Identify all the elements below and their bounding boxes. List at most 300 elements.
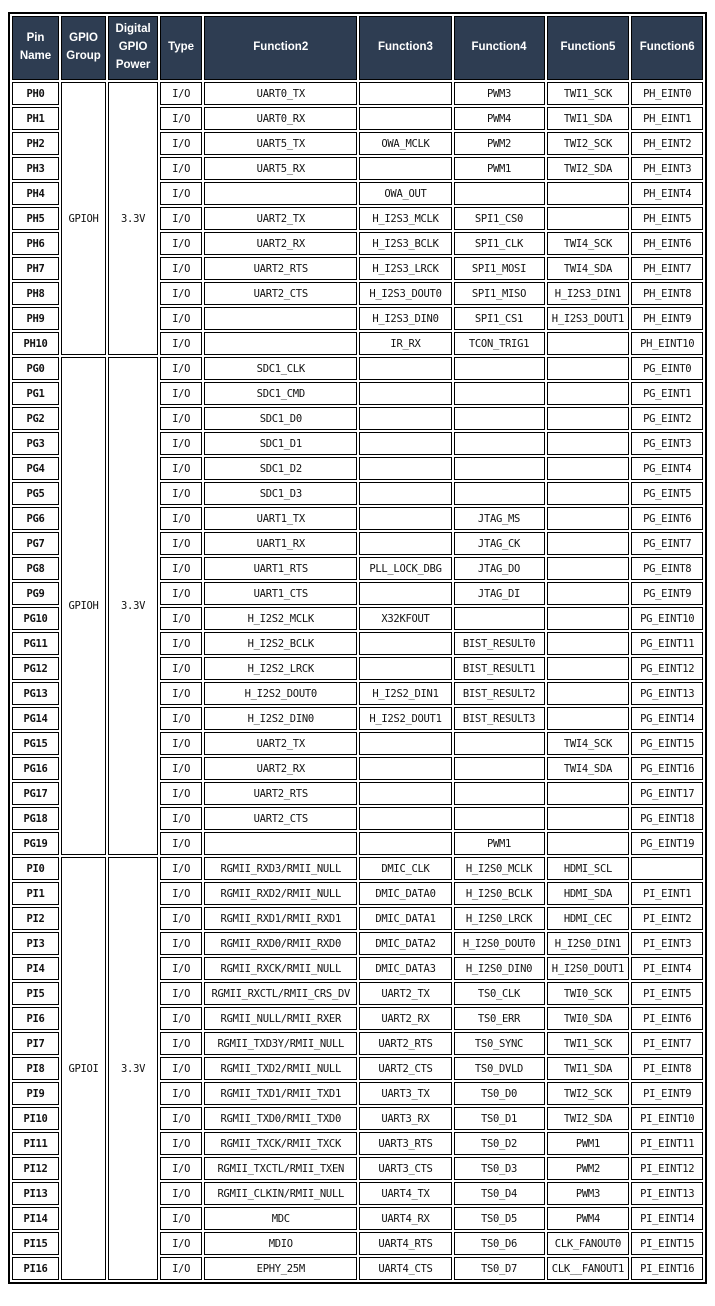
function2-cell: UART2_CTS <box>204 807 357 830</box>
function4-cell: SPI1_MISO <box>454 282 545 305</box>
type-cell: I/O <box>160 332 202 355</box>
pin-name-cell: PG5 <box>12 482 59 505</box>
col-header-function6: Function6 <box>631 16 703 80</box>
type-cell: I/O <box>160 257 202 280</box>
function3-cell: UART4_CTS <box>359 1257 451 1280</box>
function4-cell: TS0_D5 <box>454 1207 545 1230</box>
function4-cell: H_I2S0_MCLK <box>454 857 545 880</box>
function2-cell: SDC1_D0 <box>204 407 357 430</box>
function5-cell: HDMI_SDA <box>547 882 630 905</box>
function3-cell: PLL_LOCK_DBG <box>359 557 451 580</box>
function2-cell: RGMII_RXD2/RMII_NULL <box>204 882 357 905</box>
function3-cell: H_I2S3_DIN0 <box>359 307 451 330</box>
function6-cell: PG_EINT13 <box>631 682 703 705</box>
type-cell: I/O <box>160 957 202 980</box>
function6-cell: PG_EINT6 <box>631 507 703 530</box>
function4-cell: SPI1_MOSI <box>454 257 545 280</box>
function5-cell <box>547 357 630 380</box>
function3-cell <box>359 757 451 780</box>
function3-cell: OWA_MCLK <box>359 132 451 155</box>
function2-cell: SDC1_CLK <box>204 357 357 380</box>
type-cell: I/O <box>160 1257 202 1280</box>
function4-cell <box>454 607 545 630</box>
function6-cell: PG_EINT16 <box>631 757 703 780</box>
function3-cell: UART3_RX <box>359 1107 451 1130</box>
function5-cell: PWM1 <box>547 1132 630 1155</box>
function5-cell: TWI4_SDA <box>547 257 630 280</box>
function3-cell: H_I2S2_DOUT1 <box>359 707 451 730</box>
type-cell: I/O <box>160 282 202 305</box>
function2-cell: RGMII_RXD1/RMII_RXD1 <box>204 907 357 930</box>
function3-cell: UART2_CTS <box>359 1057 451 1080</box>
function4-cell: JTAG_DI <box>454 582 545 605</box>
type-cell: I/O <box>160 182 202 205</box>
type-cell: I/O <box>160 1132 202 1155</box>
function5-cell <box>547 782 630 805</box>
type-cell: I/O <box>160 157 202 180</box>
function4-cell: H_I2S0_DIN0 <box>454 957 545 980</box>
type-cell: I/O <box>160 207 202 230</box>
function2-cell: RGMII_TXD3Y/RMII_NULL <box>204 1032 357 1055</box>
function2-cell <box>204 832 357 855</box>
function2-cell: H_I2S2_LRCK <box>204 657 357 680</box>
function6-cell: PI_EINT8 <box>631 1057 703 1080</box>
function6-cell: PG_EINT1 <box>631 382 703 405</box>
pin-name-cell: PG14 <box>12 707 59 730</box>
function4-cell: JTAG_MS <box>454 507 545 530</box>
type-cell: I/O <box>160 107 202 130</box>
function5-cell <box>547 682 630 705</box>
type-cell: I/O <box>160 932 202 955</box>
table-row <box>12 82 703 105</box>
function3-cell: H_I2S3_MCLK <box>359 207 451 230</box>
function5-cell: H_I2S3_DOUT1 <box>547 307 630 330</box>
function5-cell <box>547 532 630 555</box>
function2-cell: EPHY_25M <box>204 1257 357 1280</box>
function4-cell <box>454 357 545 380</box>
function2-cell: MDIO <box>204 1232 357 1255</box>
pin-name-cell: PG13 <box>12 682 59 705</box>
function6-cell: PH_EINT0 <box>631 82 703 105</box>
function4-cell: TS0_D3 <box>454 1157 545 1180</box>
type-cell: I/O <box>160 457 202 480</box>
function3-cell: UART4_TX <box>359 1182 451 1205</box>
function4-cell: JTAG_DO <box>454 557 545 580</box>
function5-cell <box>547 457 630 480</box>
function5-cell: TWI1_SCK <box>547 82 630 105</box>
pin-name-cell: PG8 <box>12 557 59 580</box>
pin-name-cell: PG6 <box>12 507 59 530</box>
function6-cell: PG_EINT15 <box>631 732 703 755</box>
function2-cell: UART1_CTS <box>204 582 357 605</box>
type-cell: I/O <box>160 707 202 730</box>
function3-cell: UART3_RTS <box>359 1132 451 1155</box>
col-header-function2: Function2 <box>204 16 357 80</box>
function5-cell <box>547 482 630 505</box>
function5-cell: H_I2S3_DIN1 <box>547 282 630 305</box>
pin-name-cell: PI3 <box>12 932 59 955</box>
function4-cell: TS0_D1 <box>454 1107 545 1130</box>
function6-cell: PI_EINT13 <box>631 1182 703 1205</box>
function3-cell <box>359 582 451 605</box>
type-cell: I/O <box>160 132 202 155</box>
function4-cell <box>454 382 545 405</box>
function3-cell: UART2_RTS <box>359 1032 451 1055</box>
type-cell: I/O <box>160 1032 202 1055</box>
function6-cell: PI_EINT5 <box>631 982 703 1005</box>
function4-cell: PWM4 <box>454 107 545 130</box>
function5-cell: HDMI_CEC <box>547 907 630 930</box>
function3-cell: DMIC_DATA1 <box>359 907 451 930</box>
function5-cell: TWI1_SDA <box>547 107 630 130</box>
function2-cell: H_I2S2_DOUT0 <box>204 682 357 705</box>
function4-cell: BIST_RESULT1 <box>454 657 545 680</box>
col-header-function3: Function3 <box>359 16 451 80</box>
function4-cell: TS0_D4 <box>454 1182 545 1205</box>
pin-name-cell: PI7 <box>12 1032 59 1055</box>
function2-cell: SDC1_D1 <box>204 432 357 455</box>
pin-name-cell: PG12 <box>12 657 59 680</box>
pin-name-cell: PH2 <box>12 132 59 155</box>
function2-cell: UART2_TX <box>204 207 357 230</box>
type-cell: I/O <box>160 582 202 605</box>
function6-cell: PI_EINT2 <box>631 907 703 930</box>
pin-name-cell: PH1 <box>12 107 59 130</box>
type-cell: I/O <box>160 1007 202 1030</box>
pin-name-cell: PH7 <box>12 257 59 280</box>
type-cell: I/O <box>160 407 202 430</box>
function6-cell: PH_EINT5 <box>631 207 703 230</box>
function5-cell: TWI2_SDA <box>547 157 630 180</box>
function4-cell <box>454 782 545 805</box>
function6-cell: PI_EINT1 <box>631 882 703 905</box>
function5-cell: TWI0_SDA <box>547 1007 630 1030</box>
function2-cell: RGMII_TXD2/RMII_NULL <box>204 1057 357 1080</box>
function5-cell <box>547 382 630 405</box>
pin-name-cell: PI16 <box>12 1257 59 1280</box>
function3-cell: DMIC_CLK <box>359 857 451 880</box>
function2-cell: RGMII_TXD0/RMII_TXD0 <box>204 1107 357 1130</box>
function3-cell: UART4_RX <box>359 1207 451 1230</box>
pin-name-cell: PG11 <box>12 632 59 655</box>
function5-cell <box>547 707 630 730</box>
function2-cell: SDC1_D3 <box>204 482 357 505</box>
function5-cell <box>547 807 630 830</box>
pin-name-cell: PG4 <box>12 457 59 480</box>
function5-cell <box>547 332 630 355</box>
pin-name-cell: PH3 <box>12 157 59 180</box>
type-cell: I/O <box>160 807 202 830</box>
pin-name-cell: PG18 <box>12 807 59 830</box>
type-cell: I/O <box>160 782 202 805</box>
function3-cell <box>359 157 451 180</box>
function6-cell: PI_EINT12 <box>631 1157 703 1180</box>
function2-cell: RGMII_RXCTL/RMII_CRS_DV <box>204 982 357 1005</box>
type-cell: I/O <box>160 382 202 405</box>
col-header-digital-gpio-power: Digital GPIO Power <box>108 16 158 80</box>
function2-cell: UART2_TX <box>204 732 357 755</box>
function6-cell: PI_EINT6 <box>631 1007 703 1030</box>
function4-cell: H_I2S0_BCLK <box>454 882 545 905</box>
function2-cell: RGMII_NULL/RMII_RXER <box>204 1007 357 1030</box>
function2-cell: H_I2S2_BCLK <box>204 632 357 655</box>
function3-cell: DMIC_DATA3 <box>359 957 451 980</box>
function2-cell: UART1_RX <box>204 532 357 555</box>
function6-cell: PH_EINT8 <box>631 282 703 305</box>
pin-name-cell: PI5 <box>12 982 59 1005</box>
function5-cell: H_I2S0_DIN1 <box>547 932 630 955</box>
function5-cell: TWI1_SDA <box>547 1057 630 1080</box>
table-row <box>12 357 703 380</box>
function5-cell: HDMI_SCL <box>547 857 630 880</box>
function4-cell <box>454 432 545 455</box>
type-cell: I/O <box>160 1082 202 1105</box>
function6-cell: PG_EINT4 <box>631 457 703 480</box>
function3-cell <box>359 432 451 455</box>
gpio-group-cell: GPIOH <box>61 357 106 855</box>
function5-cell: TWI1_SCK <box>547 1032 630 1055</box>
pin-name-cell: PG1 <box>12 382 59 405</box>
type-cell: I/O <box>160 82 202 105</box>
function4-cell: JTAG_CK <box>454 532 545 555</box>
pin-name-cell: PG9 <box>12 582 59 605</box>
pin-name-cell: PI1 <box>12 882 59 905</box>
pin-name-cell: PI13 <box>12 1182 59 1205</box>
function2-cell: UART5_RX <box>204 157 357 180</box>
type-cell: I/O <box>160 1182 202 1205</box>
function3-cell <box>359 357 451 380</box>
function5-cell <box>547 582 630 605</box>
function4-cell: TS0_D0 <box>454 1082 545 1105</box>
function5-cell: TWI4_SCK <box>547 732 630 755</box>
header-row <box>12 16 703 80</box>
function5-cell: H_I2S0_DOUT1 <box>547 957 630 980</box>
type-cell: I/O <box>160 532 202 555</box>
function3-cell: H_I2S3_DOUT0 <box>359 282 451 305</box>
function6-cell: PI_EINT7 <box>631 1032 703 1055</box>
function4-cell <box>454 482 545 505</box>
function3-cell <box>359 482 451 505</box>
function3-cell <box>359 832 451 855</box>
type-cell: I/O <box>160 857 202 880</box>
pin-name-cell: PH10 <box>12 332 59 355</box>
function2-cell: RGMII_RXCK/RMII_NULL <box>204 957 357 980</box>
function5-cell: PWM3 <box>547 1182 630 1205</box>
function5-cell <box>547 557 630 580</box>
pin-name-cell: PH6 <box>12 232 59 255</box>
function6-cell: PG_EINT17 <box>631 782 703 805</box>
function5-cell <box>547 182 630 205</box>
table-header <box>12 16 703 80</box>
function2-cell: RGMII_TXD1/RMII_TXD1 <box>204 1082 357 1105</box>
function4-cell: SPI1_CS0 <box>454 207 545 230</box>
function5-cell <box>547 632 630 655</box>
function2-cell: RGMII_TXCTL/RMII_TXEN <box>204 1157 357 1180</box>
function5-cell: TWI4_SCK <box>547 232 630 255</box>
pin-name-cell: PG10 <box>12 607 59 630</box>
function2-cell: UART2_RTS <box>204 782 357 805</box>
function6-cell: PG_EINT12 <box>631 657 703 680</box>
function2-cell: UART2_RTS <box>204 257 357 280</box>
function3-cell <box>359 732 451 755</box>
pin-name-cell: PI0 <box>12 857 59 880</box>
type-cell: I/O <box>160 557 202 580</box>
function4-cell: TS0_ERR <box>454 1007 545 1030</box>
function4-cell: BIST_RESULT0 <box>454 632 545 655</box>
function3-cell <box>359 532 451 555</box>
function6-cell: PH_EINT9 <box>631 307 703 330</box>
function4-cell <box>454 407 545 430</box>
function5-cell <box>547 607 630 630</box>
function4-cell: H_I2S0_DOUT0 <box>454 932 545 955</box>
type-cell: I/O <box>160 507 202 530</box>
function4-cell <box>454 757 545 780</box>
gpio-power-cell: 3.3V <box>108 82 158 355</box>
pin-name-cell: PH5 <box>12 207 59 230</box>
type-cell: I/O <box>160 432 202 455</box>
function6-cell: PI_EINT4 <box>631 957 703 980</box>
type-cell: I/O <box>160 1107 202 1130</box>
function2-cell: RGMII_CLKIN/RMII_NULL <box>204 1182 357 1205</box>
function3-cell <box>359 632 451 655</box>
function6-cell: PH_EINT10 <box>631 332 703 355</box>
pin-name-cell: PG15 <box>12 732 59 755</box>
function4-cell: TS0_CLK <box>454 982 545 1005</box>
function3-cell: DMIC_DATA0 <box>359 882 451 905</box>
function5-cell: PWM2 <box>547 1157 630 1180</box>
type-cell: I/O <box>160 1232 202 1255</box>
function6-cell <box>631 857 703 880</box>
function3-cell: UART3_TX <box>359 1082 451 1105</box>
function5-cell: CLK_FANOUT0 <box>547 1232 630 1255</box>
function2-cell: UART1_RTS <box>204 557 357 580</box>
function3-cell: UART2_RX <box>359 1007 451 1030</box>
function2-cell: UART0_RX <box>204 107 357 130</box>
function3-cell <box>359 107 451 130</box>
function2-cell: MDC <box>204 1207 357 1230</box>
type-cell: I/O <box>160 757 202 780</box>
function2-cell: UART0_TX <box>204 82 357 105</box>
function3-cell <box>359 457 451 480</box>
function3-cell: UART2_TX <box>359 982 451 1005</box>
function6-cell: PG_EINT5 <box>631 482 703 505</box>
function3-cell <box>359 82 451 105</box>
function3-cell: IR_RX <box>359 332 451 355</box>
function6-cell: PI_EINT15 <box>631 1232 703 1255</box>
function2-cell <box>204 307 357 330</box>
function5-cell: CLK__FANOUT1 <box>547 1257 630 1280</box>
col-header-function5: Function5 <box>547 16 630 80</box>
type-cell: I/O <box>160 632 202 655</box>
function6-cell: PI_EINT11 <box>631 1132 703 1155</box>
function6-cell: PH_EINT3 <box>631 157 703 180</box>
function5-cell: TWI2_SCK <box>547 1082 630 1105</box>
pin-name-cell: PG3 <box>12 432 59 455</box>
pin-name-cell: PI6 <box>12 1007 59 1030</box>
function4-cell: PWM1 <box>454 832 545 855</box>
function6-cell: PG_EINT2 <box>631 407 703 430</box>
function3-cell: H_I2S3_BCLK <box>359 232 451 255</box>
type-cell: I/O <box>160 307 202 330</box>
function5-cell <box>547 657 630 680</box>
pin-name-cell: PI4 <box>12 957 59 980</box>
col-header-gpio-group: GPIO Group <box>61 16 106 80</box>
function5-cell <box>547 832 630 855</box>
function4-cell: PWM3 <box>454 82 545 105</box>
function6-cell: PG_EINT3 <box>631 432 703 455</box>
function4-cell: PWM2 <box>454 132 545 155</box>
type-cell: I/O <box>160 357 202 380</box>
function5-cell <box>547 207 630 230</box>
pin-name-cell: PG16 <box>12 757 59 780</box>
function4-cell <box>454 182 545 205</box>
function6-cell: PG_EINT0 <box>631 357 703 380</box>
function6-cell: PG_EINT11 <box>631 632 703 655</box>
function5-cell: TWI2_SCK <box>547 132 630 155</box>
table-row <box>12 857 703 880</box>
function3-cell: H_I2S3_LRCK <box>359 257 451 280</box>
pin-name-cell: PI14 <box>12 1207 59 1230</box>
function5-cell: TWI0_SCK <box>547 982 630 1005</box>
table-body <box>12 82 703 1280</box>
function4-cell <box>454 807 545 830</box>
pin-name-cell: PI8 <box>12 1057 59 1080</box>
pin-name-cell: PH0 <box>12 82 59 105</box>
pin-name-cell: PI2 <box>12 907 59 930</box>
function4-cell: TS0_D6 <box>454 1232 545 1255</box>
function6-cell: PG_EINT18 <box>631 807 703 830</box>
function4-cell <box>454 732 545 755</box>
pin-name-cell: PG2 <box>12 407 59 430</box>
function2-cell: RGMII_RXD3/RMII_NULL <box>204 857 357 880</box>
type-cell: I/O <box>160 732 202 755</box>
function2-cell: RGMII_RXD0/RMII_RXD0 <box>204 932 357 955</box>
type-cell: I/O <box>160 682 202 705</box>
function4-cell: PWM1 <box>454 157 545 180</box>
function3-cell <box>359 382 451 405</box>
function3-cell: UART4_RTS <box>359 1232 451 1255</box>
pin-name-cell: PI10 <box>12 1107 59 1130</box>
function4-cell: TS0_D7 <box>454 1257 545 1280</box>
function4-cell <box>454 457 545 480</box>
function2-cell: UART2_RX <box>204 757 357 780</box>
function3-cell: UART3_CTS <box>359 1157 451 1180</box>
function3-cell: H_I2S2_DIN1 <box>359 682 451 705</box>
function6-cell: PG_EINT7 <box>631 532 703 555</box>
function5-cell: TWI4_SDA <box>547 757 630 780</box>
function6-cell: PG_EINT10 <box>631 607 703 630</box>
type-cell: I/O <box>160 832 202 855</box>
function5-cell: PWM4 <box>547 1207 630 1230</box>
function6-cell: PI_EINT14 <box>631 1207 703 1230</box>
function2-cell: H_I2S2_MCLK <box>204 607 357 630</box>
function2-cell: SDC1_D2 <box>204 457 357 480</box>
function2-cell: SDC1_CMD <box>204 382 357 405</box>
gpio-group-cell: GPIOI <box>61 857 106 1280</box>
function4-cell: TCON_TRIG1 <box>454 332 545 355</box>
type-cell: I/O <box>160 882 202 905</box>
function4-cell: H_I2S0_LRCK <box>454 907 545 930</box>
function3-cell <box>359 782 451 805</box>
function3-cell <box>359 657 451 680</box>
function2-cell <box>204 332 357 355</box>
function2-cell: UART5_TX <box>204 132 357 155</box>
pin-name-cell: PI9 <box>12 1082 59 1105</box>
col-header-type: Type <box>160 16 202 80</box>
gpio-group-cell: GPIOH <box>61 82 106 355</box>
type-cell: I/O <box>160 1157 202 1180</box>
function6-cell: PH_EINT6 <box>631 232 703 255</box>
